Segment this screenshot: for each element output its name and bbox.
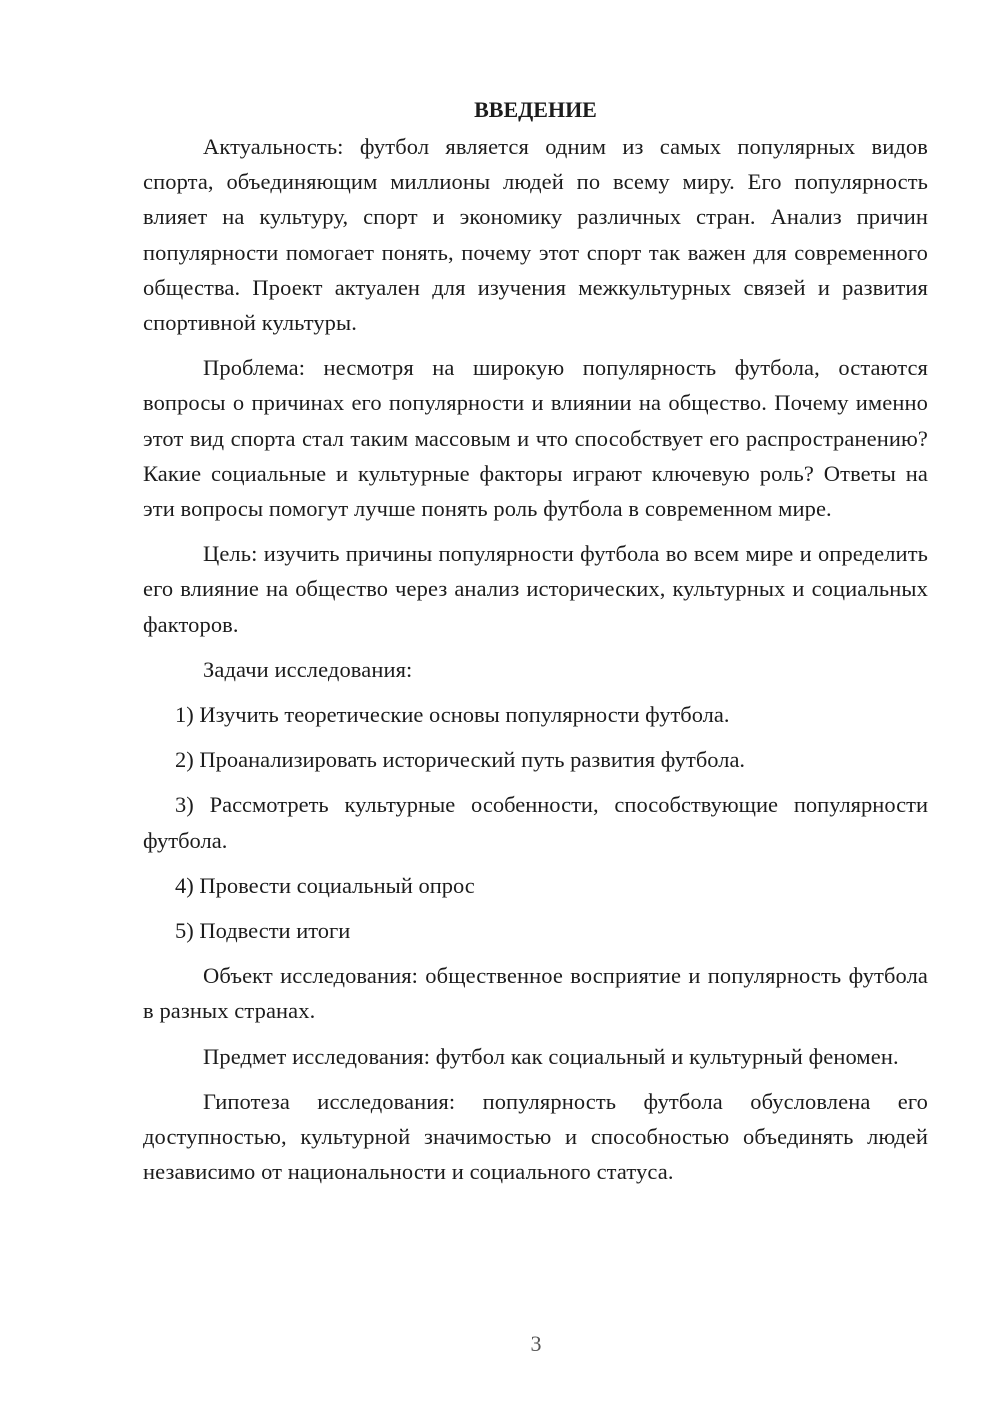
paragraph-relevance: Актуальность: футбол является одним из самых популярных видов спорта, объединяющим миллионы людей по всему миру. Его популярность влияет на культуру, спорт и экономику различных стран. Анализ причин популярности помогает понять, почему этот спорт так важен для современного общества. Проект актуален для изучения межкультурных связей и развития спортивной культуры. [143, 134, 928, 336]
task-item: 1) Изучить теоретические основы популярности футбола. [175, 702, 730, 728]
page-number: 3 [530, 1331, 542, 1356]
task-item: 5) Подвести итоги [175, 918, 351, 944]
paragraph-subject: Предмет исследования: футбол как социальный и культурный феномен. [203, 1043, 899, 1069]
paragraph-object: Объект исследования: общественное восприятие и популярность футбола в разных странах. [143, 963, 928, 1024]
paragraph-goal: Цель: изучить причины популярности футбола во всем мире и определить его влияние на общество через анализ исторических, культурных и социальных факторов. [143, 541, 928, 637]
task-item: 4) Провести социальный опрос [175, 872, 475, 898]
task-item: 2) Проанализировать исторический путь развития футбола. [175, 747, 746, 773]
paragraph-hypothesis: Гипотеза исследования: популярность футбола обусловлена его доступностью, культурной значимостью и способностью объединять людей независимо от национальности и социального статуса. [143, 1088, 928, 1185]
task-item: 3) Рассмотреть культурные особенности, способствующие популярности футбола. [143, 792, 928, 853]
paragraph-problem: Проблема: несмотря на широкую популярность футбола, остаются вопросы о причинах его популярности и влиянии на общество. Почему именно этот вид спорта стал таким массовым и что способствует его распространению? Какие социальные и культурные факторы играют ключевую роль? Ответы на эти вопросы помогут лучше понять роль футбола в современном мире. [143, 355, 928, 522]
page-title: ВВЕДЕНИЕ [474, 97, 597, 122]
document-page [143, 92, 928, 1199]
paragraph-tasks-heading: Задачи исследования: [203, 656, 413, 682]
